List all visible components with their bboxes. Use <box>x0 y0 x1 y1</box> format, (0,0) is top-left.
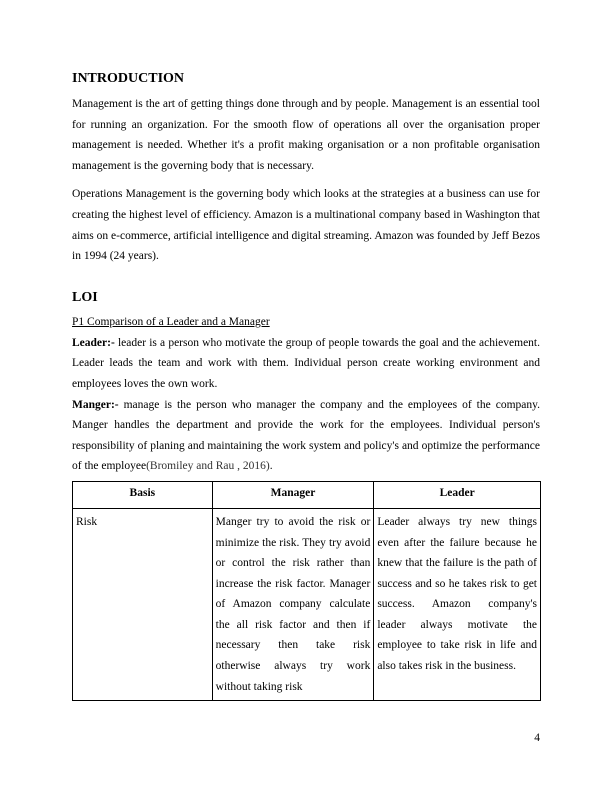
table-row <box>73 508 541 700</box>
manager-definition-text: manage is the person who manager the company and the employees of the company. Manger handles the department and provide the work for the employees. Individual person's responsibility of planing and maintaining the work system and policy's and optimize the performance of the employee <box>72 398 540 473</box>
column-header-basis: Basis <box>73 481 213 508</box>
column-header-manager: Manager <box>212 481 374 508</box>
loi-heading: LOI <box>72 289 98 305</box>
introduction-paragraph-2: Operations Management is the governing body which looks at the strategies at a business can use for creating the highest level of efficiency. Amazon is a multinational company based in Washington that aims on e-commerce, artificial intelligence and digital streaming. Amazon was founded by Jeff Bezos in 1994 (24 years). <box>72 188 540 263</box>
citation: (Bromiley and Rau , 2016) <box>146 460 270 473</box>
comparison-subheading: P1 Comparison of a Leader and a Manager <box>72 315 270 328</box>
manager-definition <box>72 395 540 477</box>
comparison-table <box>72 481 541 701</box>
introduction-heading: INTRODUCTION <box>72 71 185 86</box>
table-header-row <box>73 481 541 508</box>
cell-manager: Manger try to avoid the risk or minimize the risk. They try avoid or control the risk rather than increase the risk factor. Manager of Amazon company calculate the all risk factor and then if necessary then take risk otherwise always try work without taking risk <box>212 508 374 700</box>
manager-term: Manger:- <box>72 398 119 411</box>
citation-end: . <box>269 460 273 473</box>
leader-definition <box>72 333 540 395</box>
page-number: 4 <box>534 732 540 744</box>
cell-basis: Risk <box>73 508 213 700</box>
document-page <box>72 70 540 701</box>
cell-leader: Leader always try new things even after the failure because he knew that the failure is the path of success and so he takes risk to get success. Amazon company's leader always motivate the employee to take risk in life and also takes risk in the business. <box>374 508 541 700</box>
column-header-leader: Leader <box>374 481 541 508</box>
introduction-paragraph-1: Management is the art of getting things done through and by people. Management is an essential tool for running an organization. For the smooth flow of operations all over the organisation proper management is needed. Whether it's a profit making organisation or a non profitable organisation management is the governing body that is necessary. <box>72 98 540 172</box>
leader-definition-text: leader is a person who motivate the group of people towards the goal and the achievement. Leader leads the team and work with them. Individual person create working environment and employees loves the own work. <box>72 336 540 390</box>
leader-term: Leader:- <box>72 336 115 349</box>
